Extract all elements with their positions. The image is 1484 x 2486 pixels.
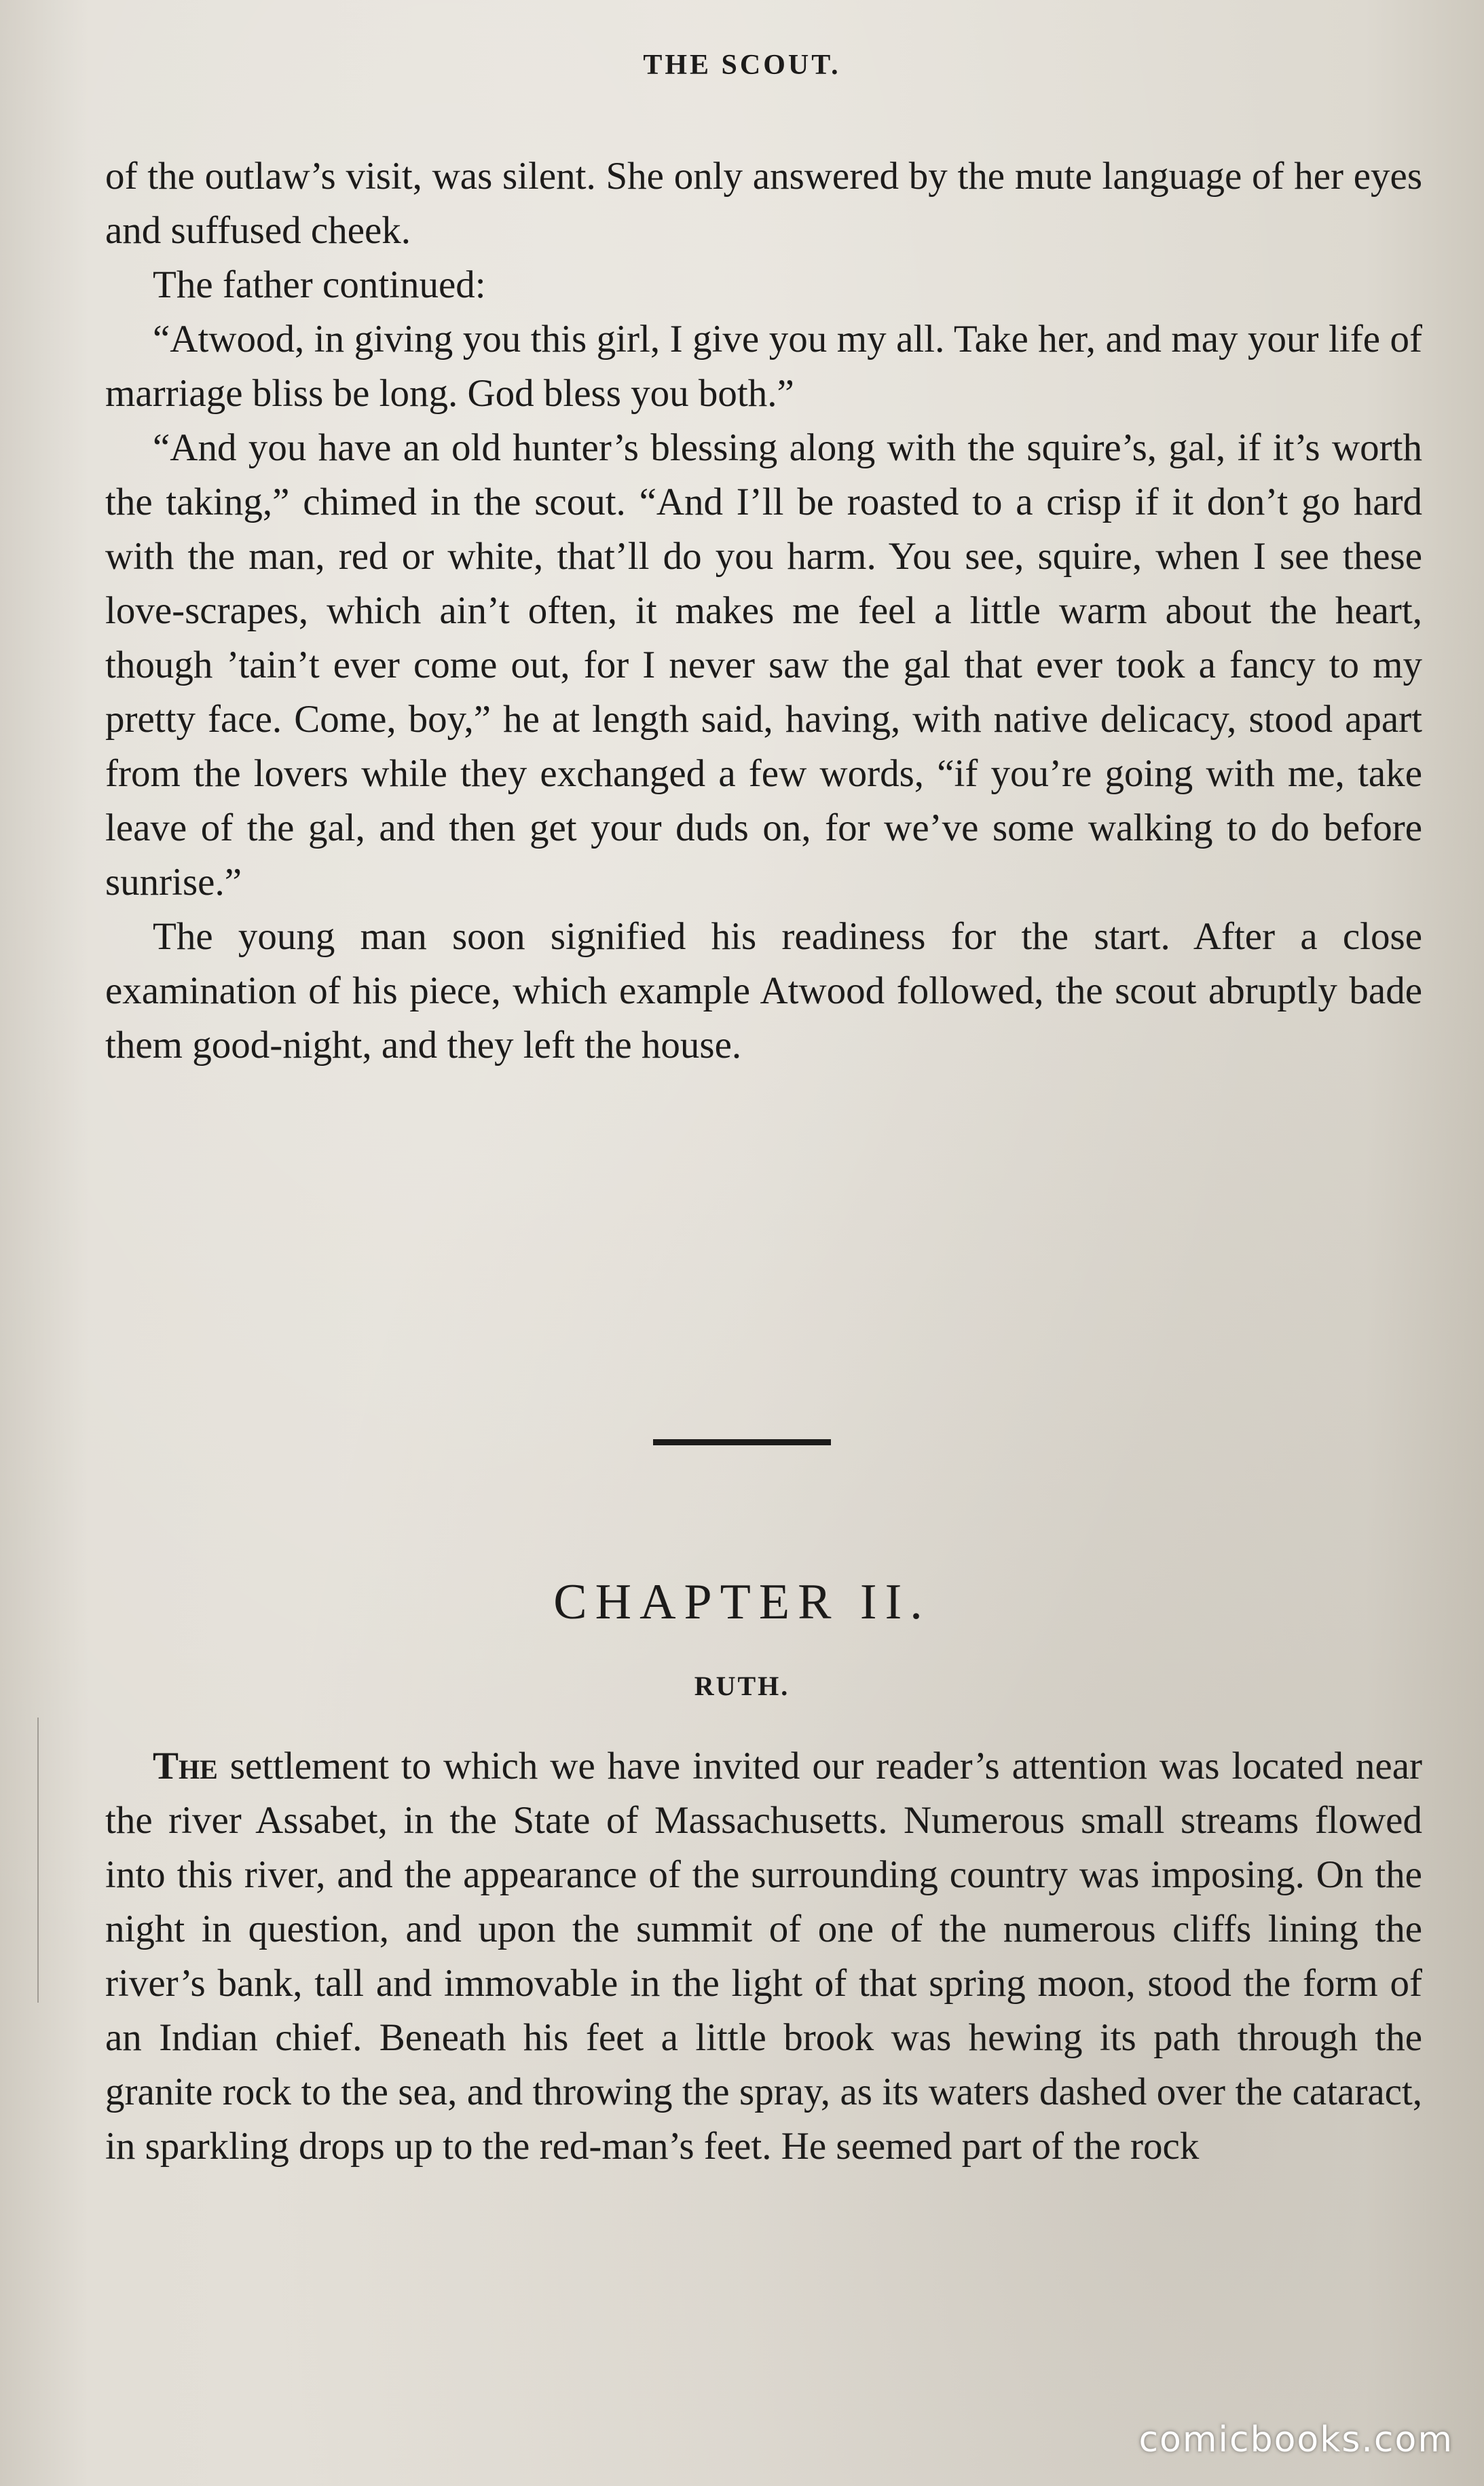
paragraph: The young man soon signified his readiness for the start. After a close examination of his piece, which example Atwood followed, the scout abruptly bade them good-night, and they left the house. (105, 915, 1422, 1066)
chapter-subtitle: RUTH. (694, 1671, 790, 1701)
watermark: comicbooks.com (1138, 2419, 1453, 2460)
paragraph: The father continued: (153, 263, 486, 306)
paragraph: of the outlaw’s visit, was silent. She only answered by the mute language of her eyes and suffused cheek. (105, 155, 1422, 252)
paragraph-body: settlement to which we have invited our reader’s attention was located near the river Assabet, in the State of Massachusetts. Numerous small streams flowed into this river, and the appearance of the surrounding country was imposing. On the night in question, and upon the summit of one of the numerous cliffs lining the river’s bank, tall and immovable in the light of that spring moon, stood the form of an Indian chief. Beneath his feet a little brook was hewing its path through the granite rock to the sea, and throwing the spray, as its waters dashed over the cataract, in sparkling drops up to the red-man’s feet. He seemed part of the rock (105, 1745, 1422, 2168)
lead-word: The (153, 1745, 218, 1787)
text-block-top (105, 149, 1422, 1073)
paragraph: “Atwood, in giving you this girl, I give you my all. Take her, and may your life of marriage bliss be long. God bless you both.” (105, 318, 1422, 415)
section-rule (653, 1439, 831, 1445)
paragraph (105, 1739, 1422, 2174)
chapter-title: CHAPTER II. (553, 1574, 931, 1630)
running-head: THE SCOUT. (643, 50, 841, 81)
text-block-bottom (105, 1739, 1422, 2174)
margin-mark (37, 1718, 39, 2003)
paragraph: “And you have an old hunter’s blessing along with the squire’s, gal, if it’s worth the taking,” chimed in the scout. “And I’ll be roasted to a crisp if it don’t go hard with the man, red or white, that’ll do you harm. You see, squire, when I see these love-scrapes, which ain’t often, it makes me feel a little warm about the heart, though ’tain’t ever come out, for I never saw the gal that ever took a fancy to my pretty face. Come, boy,” he at length said, having, with native delicacy, stood apart from the lovers while they exchanged a few words, “if you’re going with me, take leave of the gal, and then get your duds on, for we’ve some walking to do before sunrise.” (105, 426, 1422, 904)
